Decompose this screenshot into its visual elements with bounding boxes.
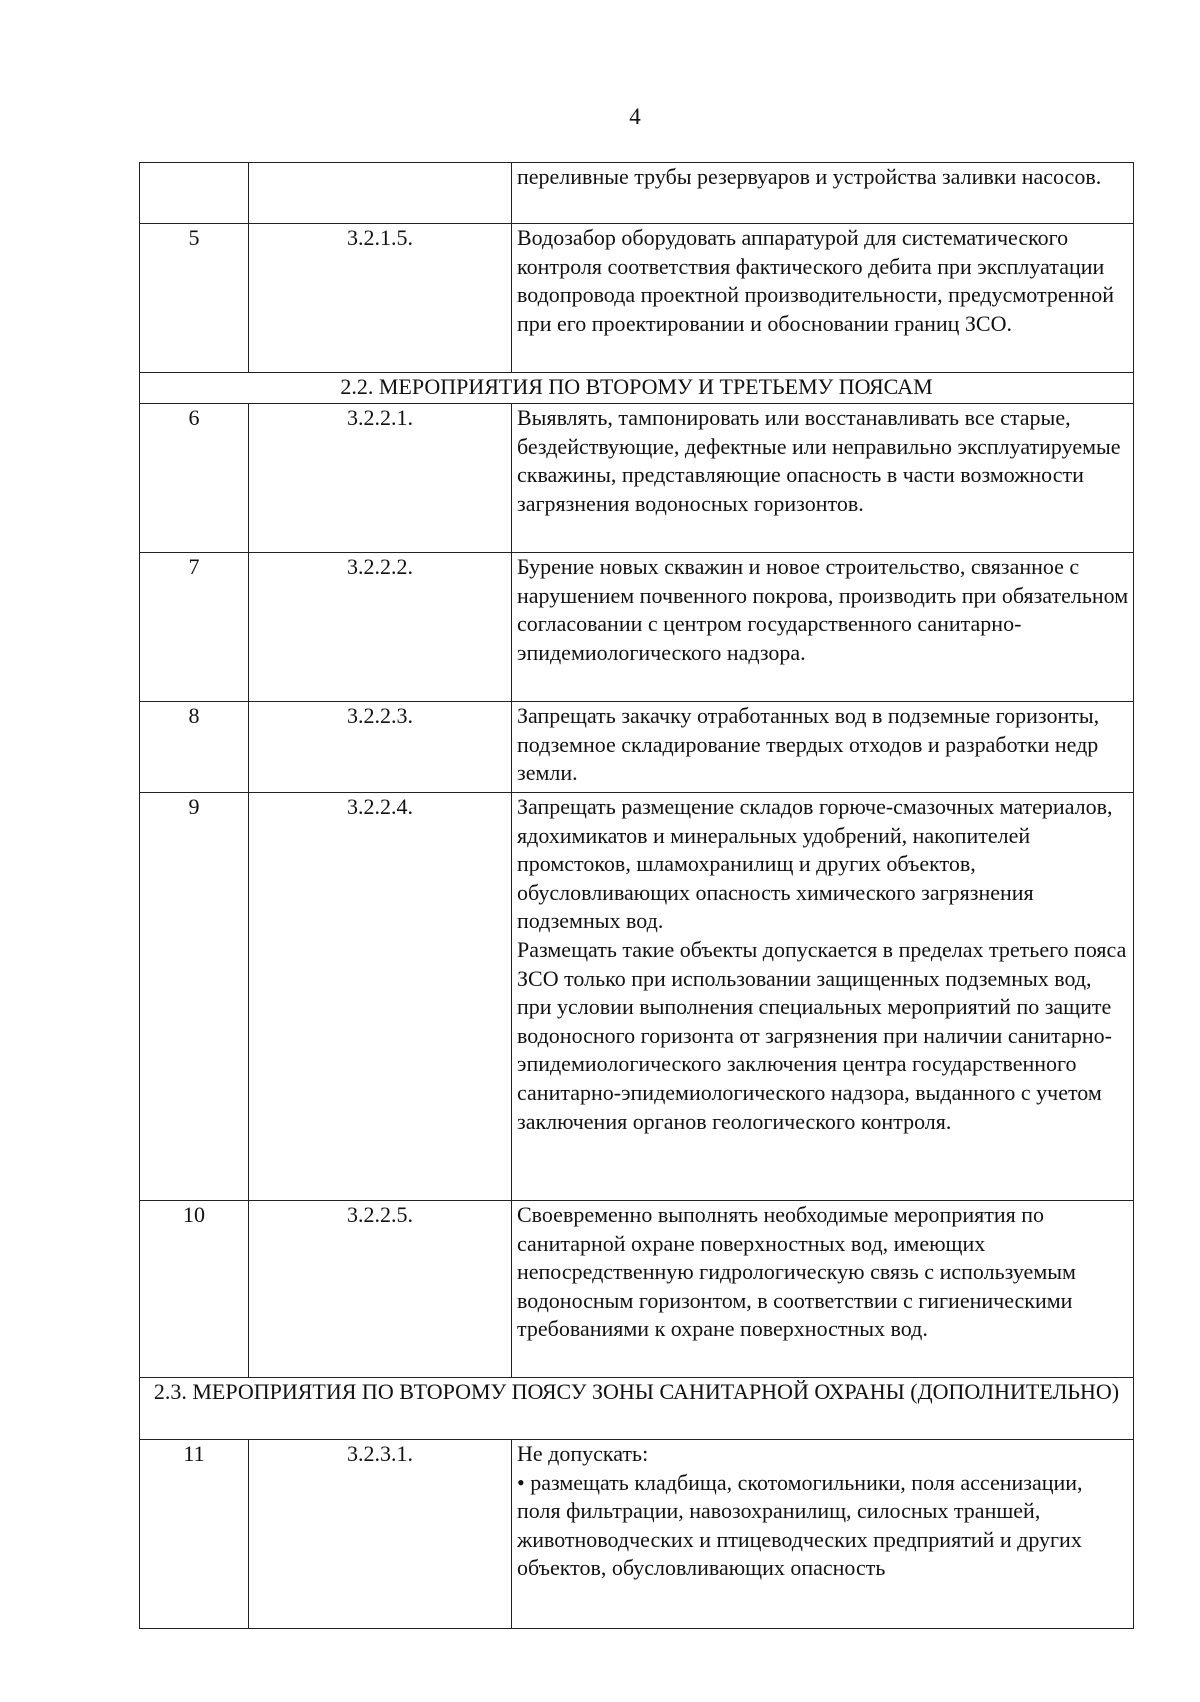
- section-heading: 2.3. МЕРОПРИЯТИЯ ПО ВТОРОМУ ПОЯСУ ЗОНЫ САНИТАРНОЙ ОХРАНЫ (ДОПОЛНИТЕЛЬНО): [140, 1378, 1134, 1440]
- measures-table: [139, 162, 1134, 1629]
- row-number-cell: [140, 163, 249, 224]
- measure-text: Водозабор оборудовать аппаратурой для систематического контроля соответствия фактического дебита при эксплуатации водопровода проектной производительности, предусмотренной при его проектировании и обосновании границ ЗСО.: [517, 225, 1114, 336]
- measure-text: Своевременно выполнять необходимые мероприятия по санитарной охране поверхностных вод, имеющих непосредственную гидрологическую связь с используемым водоносным горизонтом, в соответствии с гигиеническими требованиями к охране поверхностных вод.: [517, 1202, 1076, 1342]
- item-code-cell: 3.2.2.5.: [249, 1201, 512, 1378]
- measure-text: Бурение новых скважин и новое строительство, связанное с нарушением почвенного покрова, производить при обязательном согласовании с центром государственного санитарно-эпидемиологического надзора.: [517, 554, 1129, 665]
- item-code-cell: 3.2.2.3.: [249, 702, 512, 793]
- measure-text-cell: [512, 553, 1134, 702]
- item-code-cell: [249, 163, 512, 224]
- row-number-cell: 11: [140, 1440, 249, 1629]
- measure-text-cell: [512, 404, 1134, 553]
- measure-text-cell: [512, 1440, 1134, 1629]
- table-row: [140, 702, 1134, 793]
- bullet-item: • размещать кладбища, скотомогильники, поля ассенизации, поля фильтрации, навозохранилищ, силосных траншей,: [517, 1469, 1083, 1524]
- row-number-cell: 5: [140, 224, 249, 373]
- row-number-cell: 6: [140, 404, 249, 553]
- item-code-cell: 3.2.1.5.: [249, 224, 512, 373]
- item-code-cell: 3.2.2.1.: [249, 404, 512, 553]
- measure-text-cell: [512, 224, 1134, 373]
- section-heading: 2.2. МЕРОПРИЯТИЯ ПО ВТОРОМУ И ТРЕТЬЕМУ ПОЯСАМ: [140, 373, 1134, 404]
- row-number-cell: 8: [140, 702, 249, 793]
- measure-text: Размещать такие объекты допускается в пределах третьего пояса ЗСО только при использовании защищенных подземных вод, при условии выполнения специальных мероприятий по защите водоносного горизонта от загрязнения при наличии санитарно-эпидемиологического заключения центра государственного санитарно-эпидемиологического надзора, выданного с учетом заключения органов геологического контроля.: [517, 936, 1127, 1134]
- measure-text-cell: [512, 1201, 1134, 1378]
- measure-text: Не допускать:: [517, 1441, 649, 1466]
- page-number: 4: [629, 104, 641, 129]
- measure-text: переливные трубы резервуаров и устройства заливки насосов.: [517, 164, 1102, 189]
- table-row: [140, 224, 1134, 373]
- table-row: [140, 163, 1134, 224]
- table-row: [140, 404, 1134, 553]
- item-code-cell: 3.2.2.4.: [249, 793, 512, 1201]
- measure-text: Запрещать закачку отработанных вод в подземные горизонты, подземное складирование твердых отходов и разработки недр земли.: [517, 703, 1100, 786]
- item-code-cell: 3.2.3.1.: [249, 1440, 512, 1629]
- row-number-cell: 9: [140, 793, 249, 1201]
- measure-text-cell: [512, 793, 1134, 1201]
- row-number-cell: 10: [140, 1201, 249, 1378]
- measure-text-cell: [512, 702, 1134, 793]
- measure-text: Выявлять, тампонировать или восстанавливать все старые, бездействующие, дефектные или неправильно эксплуатируемые скважины, представляющие опасность в части возможности загрязнения водоносных горизонтов.: [517, 405, 1121, 516]
- table-row: [140, 1201, 1134, 1378]
- item-code-cell: 3.2.2.2.: [249, 553, 512, 702]
- row-number-cell: 7: [140, 553, 249, 702]
- section-heading-row: [140, 1378, 1134, 1440]
- table-row: [140, 793, 1134, 1201]
- measure-text: Запрещать размещение складов горюче-смазочных материалов, ядохимикатов и минеральных удобрений, накопителей промстоков, шламохранилищ и других объектов, обусловливающих опасность химического загрязнения подземных вод.: [517, 794, 1113, 934]
- section-heading-row: [140, 373, 1134, 404]
- table-row: [140, 553, 1134, 702]
- table-row: [140, 1440, 1134, 1629]
- measure-text-cell: [512, 163, 1134, 224]
- measure-text: животноводческих и птицеводческих предприятий и других объектов, обусловливающих опасность: [517, 1526, 1082, 1581]
